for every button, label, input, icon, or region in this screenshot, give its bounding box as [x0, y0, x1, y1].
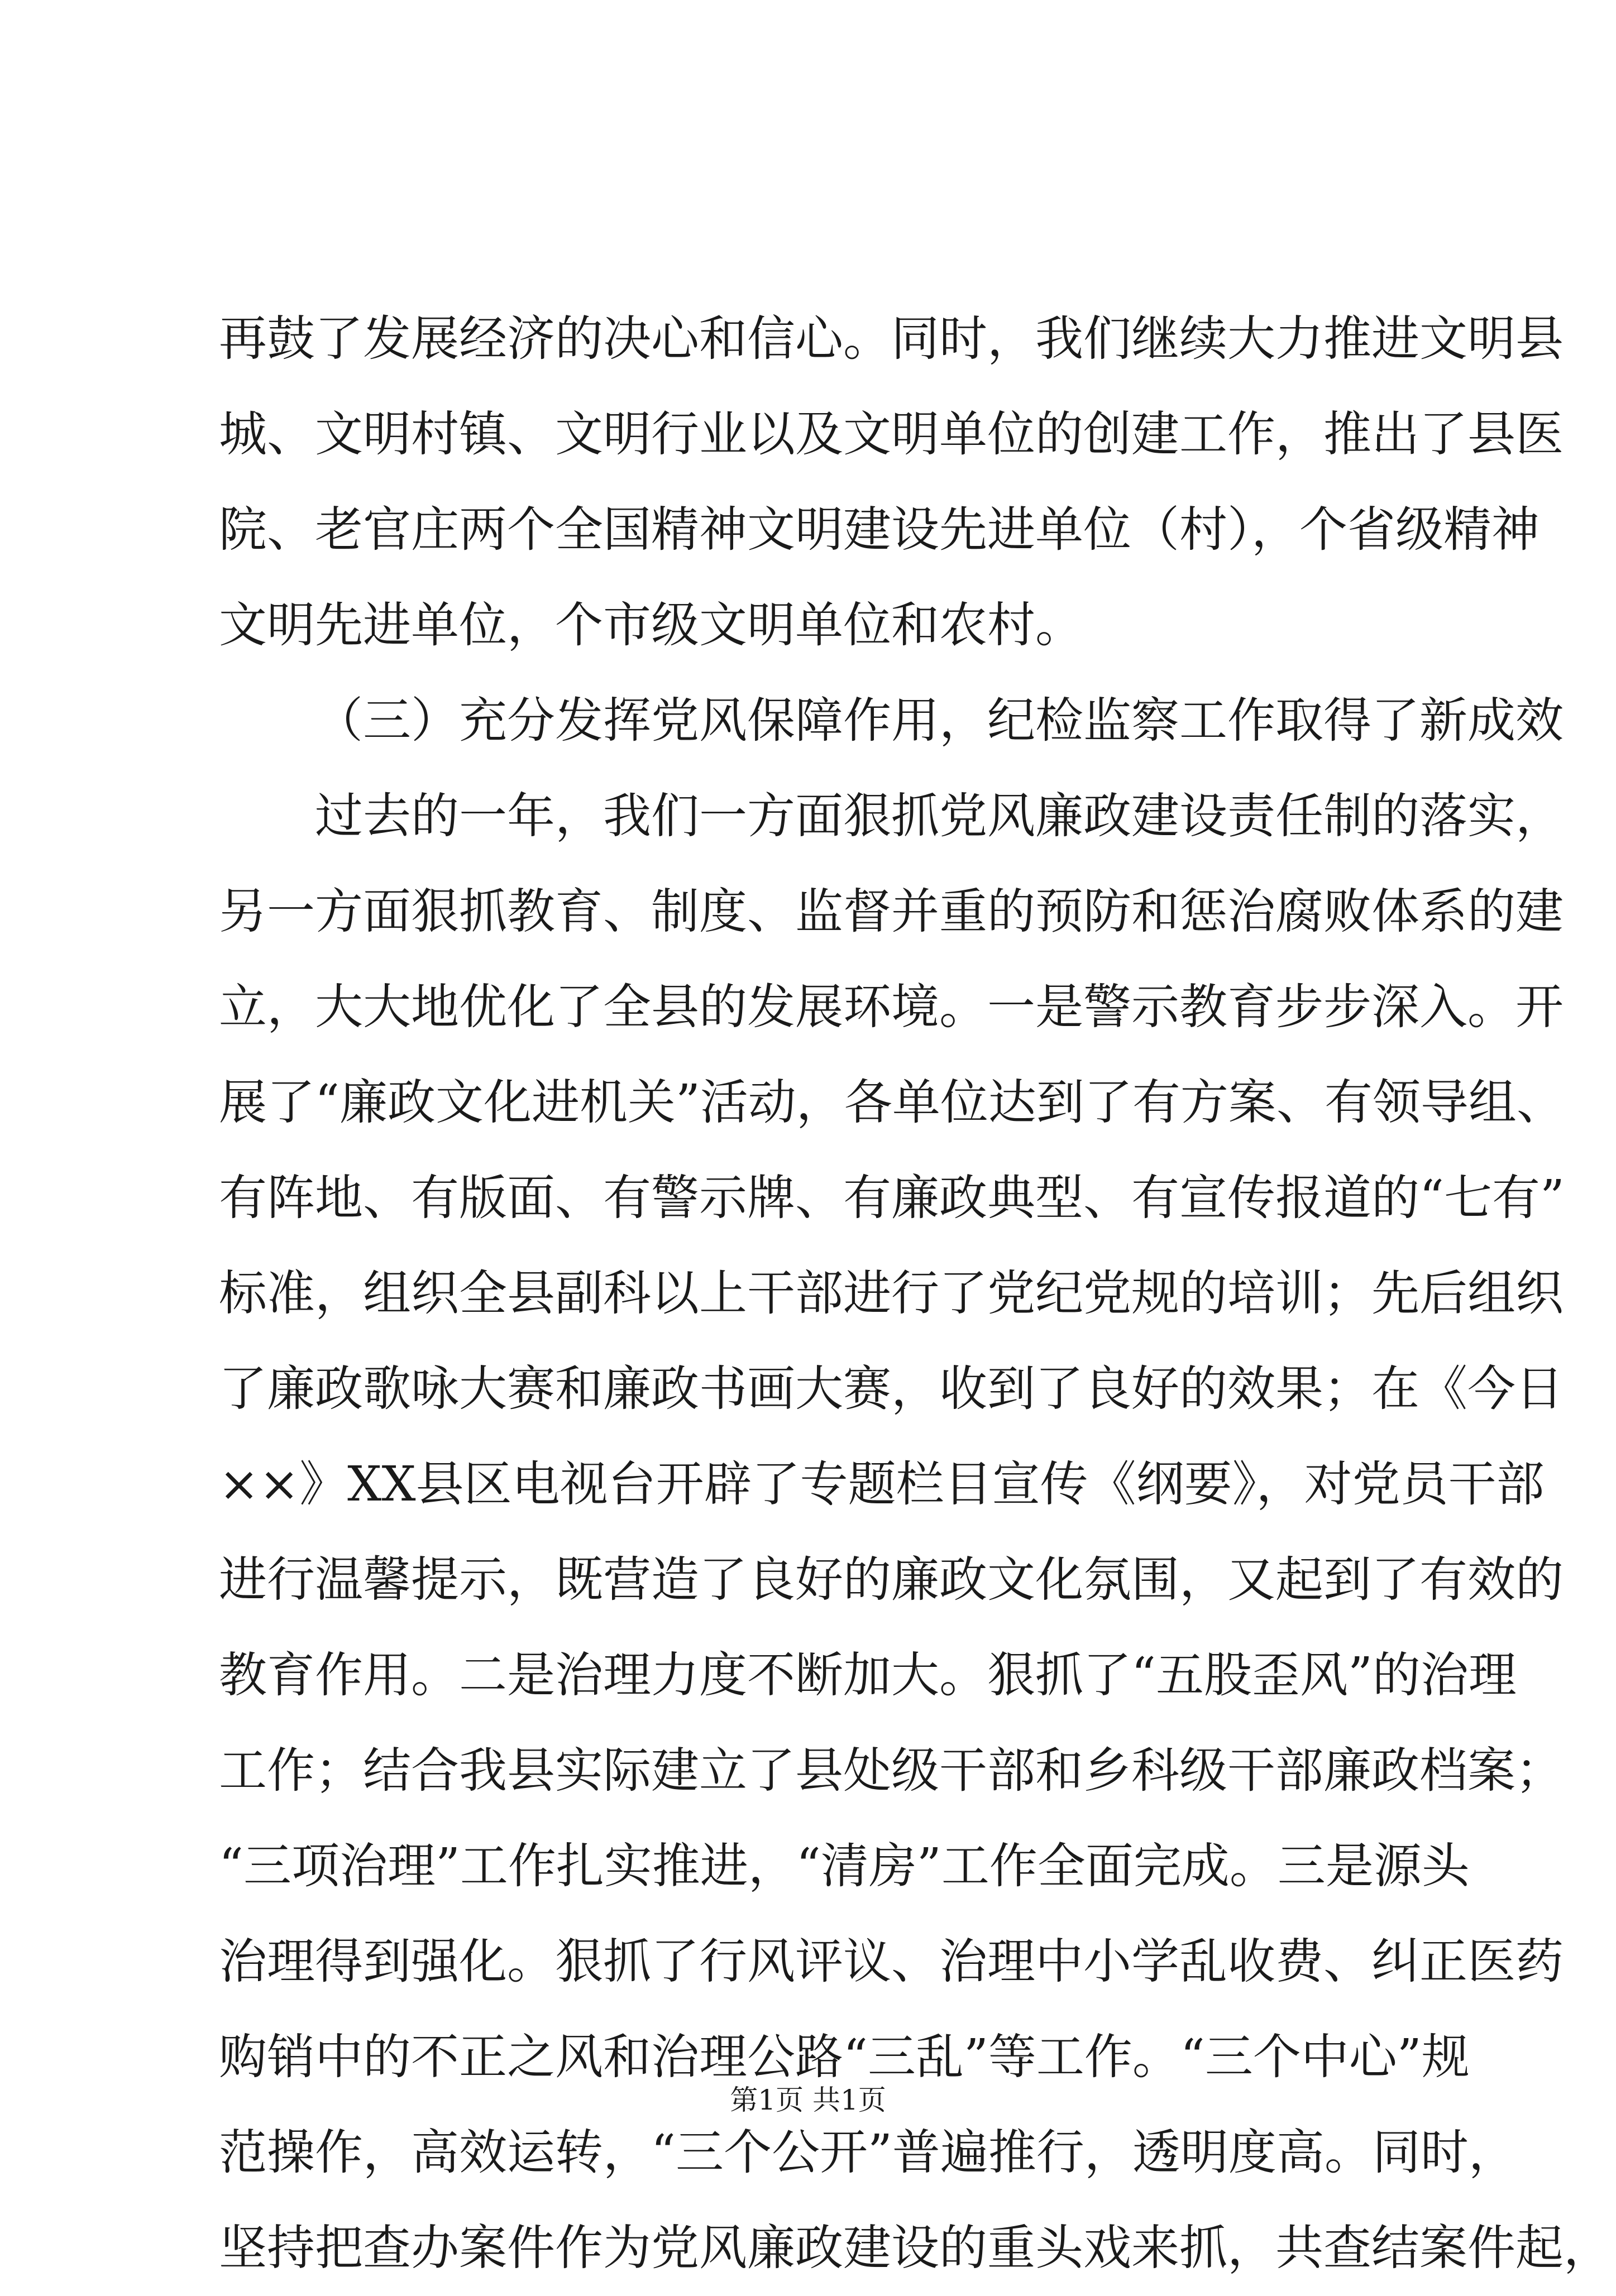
- text-line: 教育作用。二是治理力度不断加大。狠抓了“五股歪风”的治理: [219, 1647, 1517, 1703]
- body-text: [219, 291, 1612, 2296]
- text-line: 立，大大地优化了全县的发展环境。一是警示教育步步深入。开: [219, 979, 1564, 1035]
- text-line: 文明先进单位，个市级文明单位和农村。: [219, 597, 1083, 653]
- text-line: 工作；结合我县实际建立了县处级干部和乡科级干部廉政档案；: [219, 1743, 1564, 1799]
- text-line: “三项治理”工作扎实推进，“清房”工作全面完成。三是源头: [219, 1838, 1470, 1894]
- section-heading: （三）充分发挥党风保障作用，纪检监察工作取得了新成效: [315, 693, 1564, 749]
- text-line: 进行温馨提示，既营造了良好的廉政文化氛围，又起到了有效的: [219, 1552, 1564, 1608]
- text-line: 另一方面狠抓教育、制度、监督并重的预防和惩治腐败体系的建: [219, 884, 1564, 940]
- text-line: 标准，组织全县副科以上干部进行了党纪党规的培训；先后组织: [219, 1266, 1564, 1321]
- text-line: 再鼓了发展经济的决心和信心。同时，我们继续大力推进文明县: [219, 311, 1564, 367]
- text-line: 了廉政歌咏大赛和廉政书画大赛，收到了良好的效果；在《今日: [219, 1361, 1564, 1417]
- text-line: 过去的一年，我们一方面狠抓党风廉政建设责任制的落实，: [315, 788, 1564, 844]
- text-line: 治理得到强化。狠抓了行风评议、治理中小学乱收费、纠正医药: [219, 1934, 1564, 1990]
- text-line: 坚持把查办案件作为党风廉政建设的重头戏来抓，共查结案件起，: [219, 2220, 1612, 2276]
- text-line: 展了“廉政文化进机关”活动，各单位达到了有方案、有领导组、: [219, 1075, 1565, 1130]
- text-line: 范操作，高效运转，“三个公开”普遍推行，透明度高。同时，: [219, 2125, 1517, 2180]
- page-footer: 第1页 共1页: [730, 2084, 886, 2116]
- text-line: 城、文明村镇、文明行业以及文明单位的创建工作，推出了县医: [219, 406, 1564, 462]
- text-line: 购销中的不正之风和治理公路“三乱”等工作。“三个中心”规: [219, 2029, 1470, 2085]
- text-line: ××》XX县区电视台开辟了专题栏目宣传《纲要》，对党员干部: [219, 1456, 1545, 1512]
- text-line: 院、老官庄两个全国精神文明建设先进单位（村），个省级精神: [219, 502, 1539, 558]
- text-line: 有阵地、有版面、有警示牌、有廉政典型、有宣传报道的“七有”: [219, 1170, 1565, 1226]
